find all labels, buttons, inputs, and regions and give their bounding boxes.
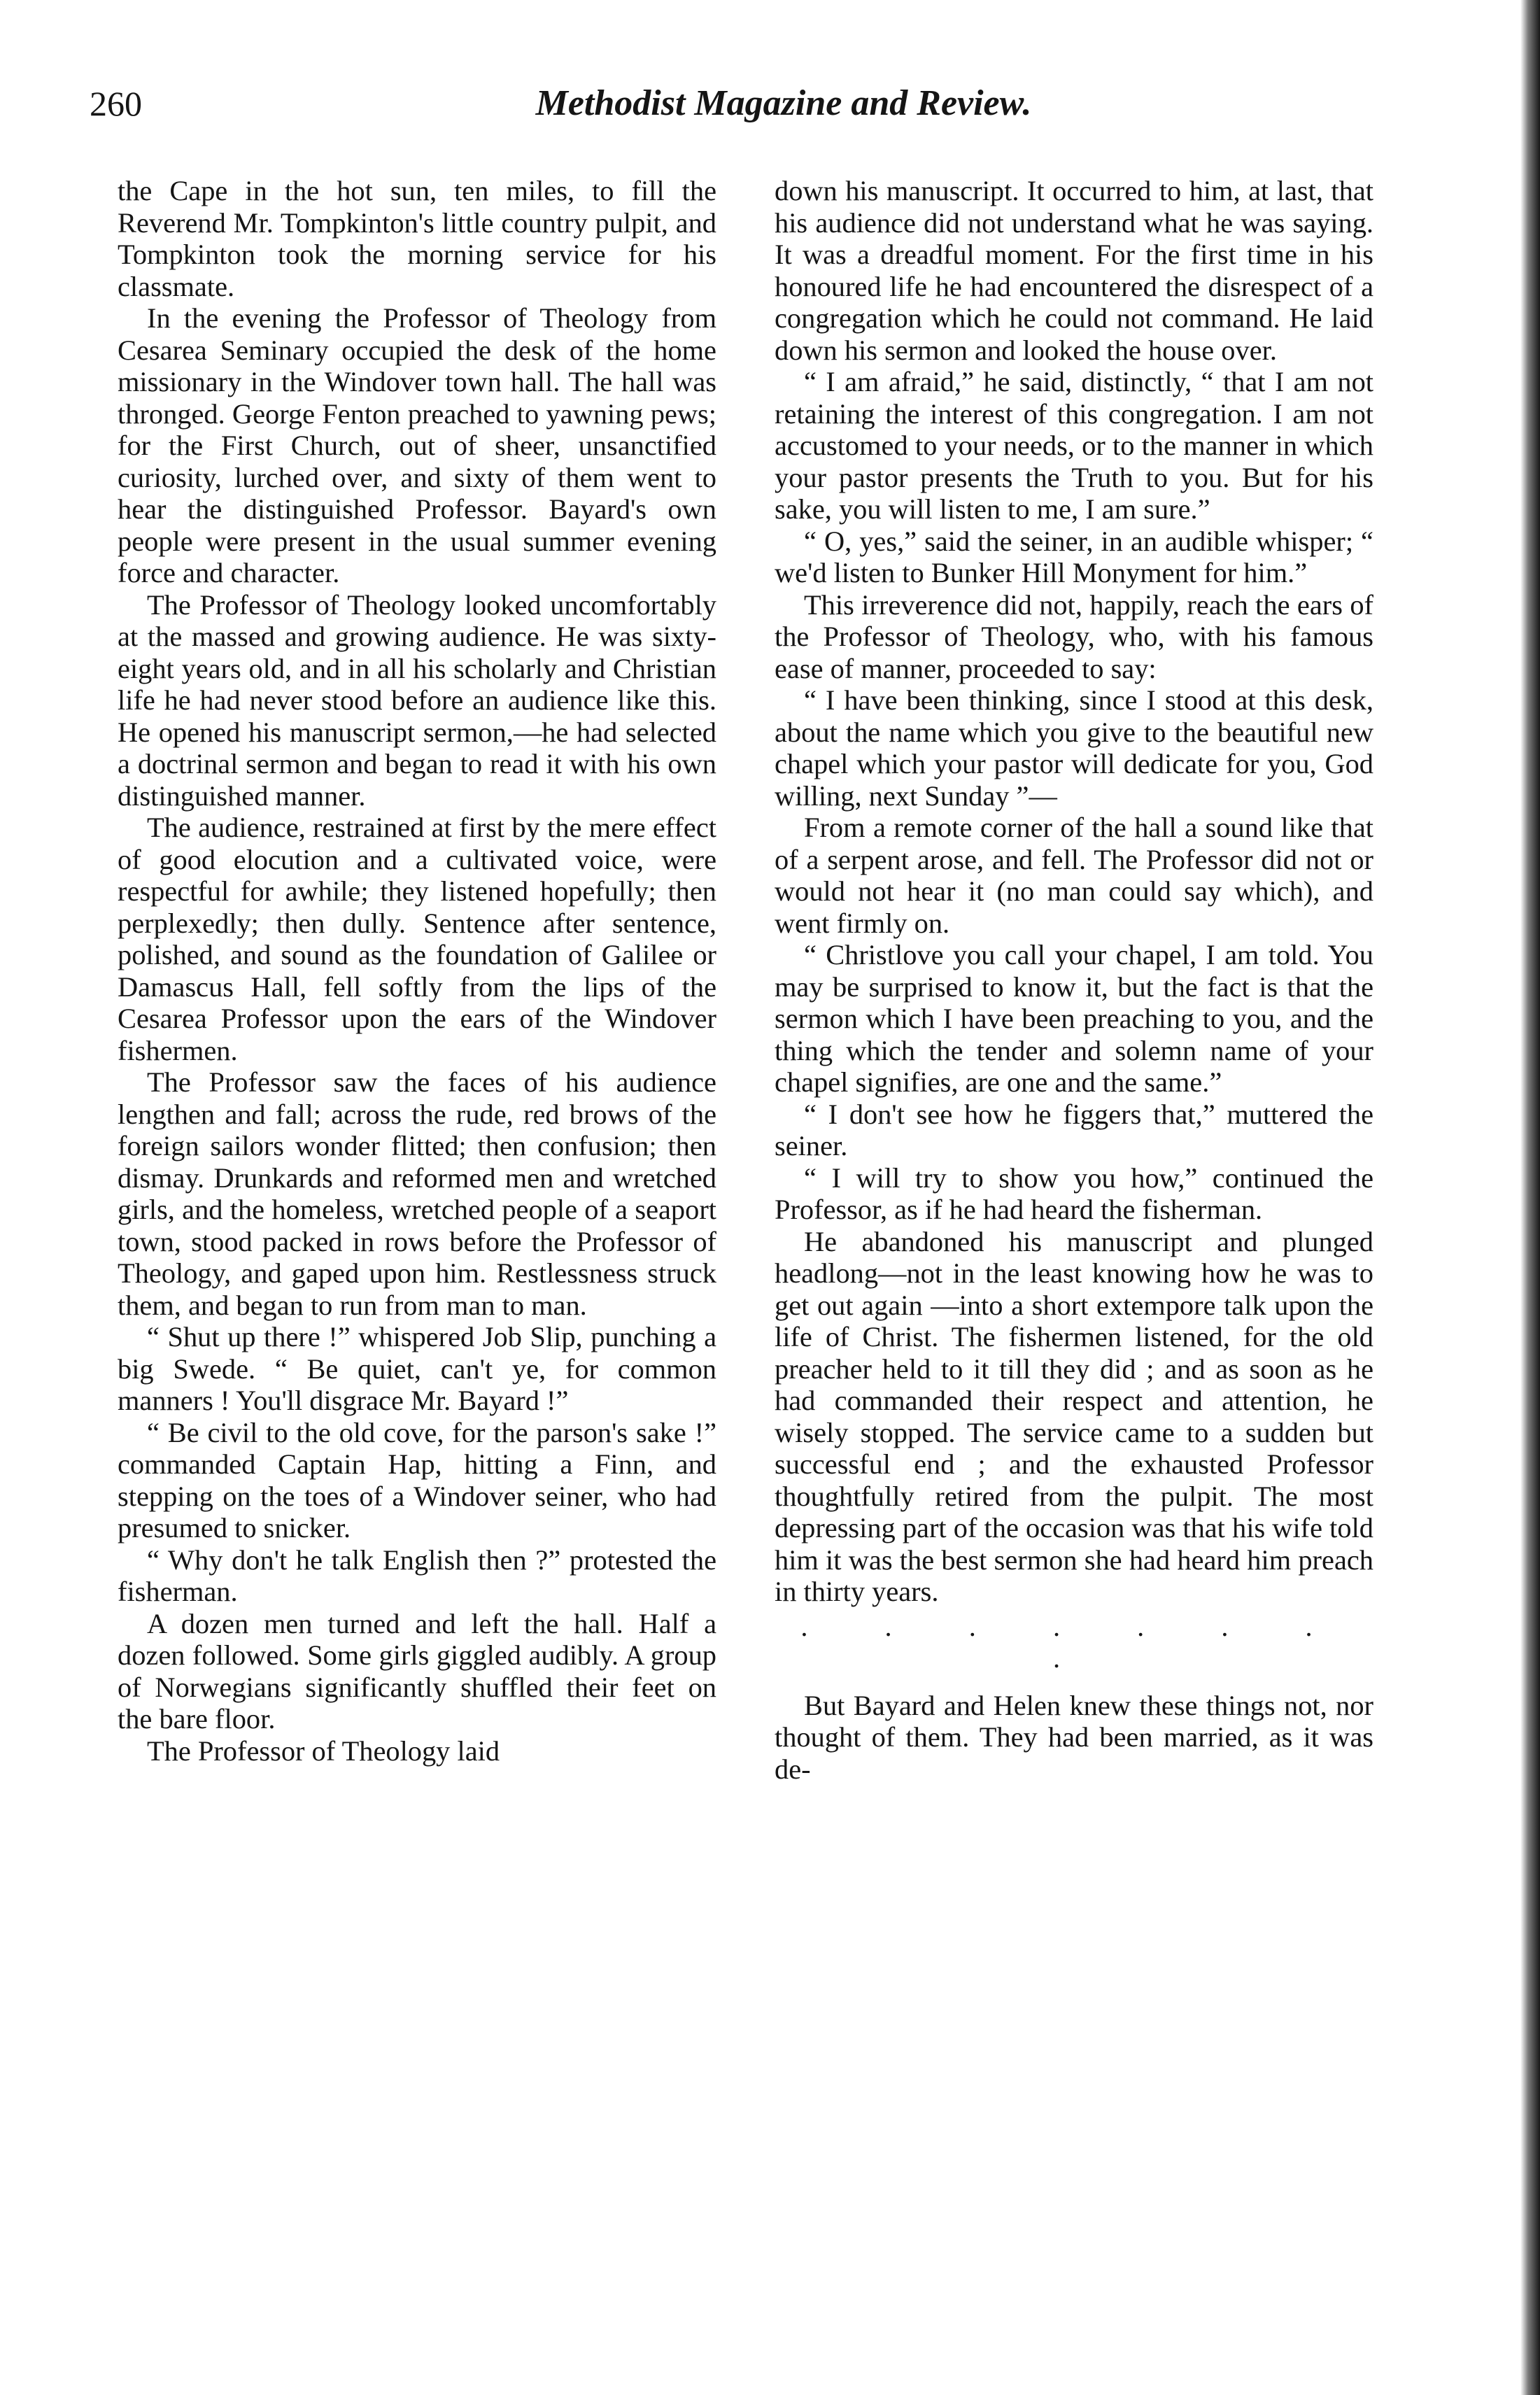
binding-edge xyxy=(1520,0,1540,2395)
paragraph: The Professor of Theology laid xyxy=(147,1735,500,1767)
paragraph: From a remote corner of the hall a sound like that of a serpent arose, and fell. The Professor did not or would not hear it (no man could say which), and went firmly on. xyxy=(775,812,1373,939)
paragraph: down his manuscript. It occurred to him, at last, that his audience did not understand what he was saying. It was a dreadful moment. For the first time in his honoured life he had encountered the disrespect of a congregation which he could not command. He laid down his sermon and looked the house over. xyxy=(775,175,1373,366)
paragraph: the Cape in the hot sun, ten miles, to fill the Reverend Mr. Tompkinton's little country pulpit, and Tompkinton took the morning service for his classmate. xyxy=(118,175,716,302)
paragraph: A dozen men turned and left the hall. Half a dozen followed. Some girls giggled audibly. A group of Norwegians significantly shuffled their feet on the bare floor. xyxy=(118,1607,716,1735)
paragraph: In the evening the Professor of Theology from Cesarea Seminary occupied the desk of the home missionary in the Windover town hall. The hall was thronged. George Fenton preached to yawning pews; for the First Church, out of sheer, unsanctified curiosity, lurched over, and sixty of them went to hear the distinguished Professor. Bayard's own people were present in the usual summer evening force and character. xyxy=(118,302,716,588)
section-break: . . . . . . . . xyxy=(800,1610,1348,1674)
paragraph: But Bayard and Helen knew these things not, nor thought of them. They had been married, as it was de- xyxy=(775,1689,1373,1785)
paragraph: The Professor saw the faces of his audience lengthen and fall; across the rude, red brows of the foreign sailors wonder flitted; then confusion; then dismay. Drunkards and reformed men and wretched girls, and the homeless, wretched people of a seaport town, stood packed in rows before the Professor of Theology, and gaped upon him. Restlessness struck them, and began to run from man to man. xyxy=(118,1066,716,1321)
paragraph: “ Be civil to the old cove, for the parson's sake !” commanded Captain Hap, hitting a Finn, and stepping on the toes of a Windover seiner, who had presumed to snicker. xyxy=(118,1416,716,1543)
paragraph: “ O, yes,” said the seiner, in an audible whisper; “ we'd listen to Bunker Hill Monyment for him.” xyxy=(775,525,1373,588)
paragraph: “ Why don't he talk English then ?” protested the fisherman. xyxy=(118,1543,716,1607)
paragraph: The Professor of Theology looked uncomfortably at the massed and growing audience. He was sixty-eight years old, and in all his scholarly and Christian life he had never stood before an audience like this. He opened his manuscript sermon,—he had selected a doctrinal sermon and began to read it with his own distinguished manner. xyxy=(118,588,716,812)
running-head: Methodist Magazine and Review. xyxy=(535,83,1032,123)
paragraph: He abandoned his manuscript and plunged headlong—not in the least knowing how he was to get out again —into a short extempore talk upon the life of Christ. The fishermen listened, for the old preacher held to it till they did ; and as soon as he had commanded their respect and attention, he wisely stopped. The service came to a sudden but successful end ; and the exhausted Professor thoughtfully retired from the pulpit. The most depressing part of the occasion was that his wife told him it was the best sermon she had heard him preach in thirty years. xyxy=(775,1225,1373,1607)
page-number: 260 xyxy=(90,84,142,123)
paragraph: “ Shut up there !” whispered Job Slip, punching a big Swede. “ Be quiet, can't ye, for common manners ! You'll disgrace Mr. Bayard !” xyxy=(118,1321,716,1416)
paragraph: “ I don't see how he figgers that,” muttered the seiner. xyxy=(775,1098,1373,1161)
paragraph: This irreverence did not, happily, reach the ears of the Professor of Theology, who, with his famous ease of manner, proceeded to say: xyxy=(775,588,1373,684)
paragraph: “ I have been thinking, since I stood at this desk, about the name which you give to the beautiful new chapel which your pastor will dedicate for you, God willing, next Sunday ”— xyxy=(775,684,1373,812)
right-column xyxy=(775,175,1373,1785)
paragraph: The audience, restrained at first by the mere effect of good elocution and a cultivated voice, were respectful for awhile; they listened hopefully; then perplexedly; then dully. Sentence after sentence, polished, and sound as the foundation of Galilee or Damascus Hall, fell softly from the lips of the Cesarea Professor upon the ears of the Windover fishermen. xyxy=(118,812,716,1066)
paragraph: “ I will try to show you how,” continued the Professor, as if he had heard the fisherman. xyxy=(775,1161,1373,1225)
paragraph: “ I am afraid,” he said, distinctly, “ that I am not retaining the interest of this congregation. I am not accustomed to your needs, or to the manner in which your pastor presents the Truth to you. But for his sake, you will listen to me, I am sure.” xyxy=(775,366,1373,525)
left-column xyxy=(118,175,716,1767)
paragraph: “ Christlove you call your chapel, I am told. You may be surprised to know it, but the fact is that the sermon which I have been preaching to you, and the thing which the tender and solemn name of your chapel signifies, are one and the same.” xyxy=(775,939,1373,1098)
